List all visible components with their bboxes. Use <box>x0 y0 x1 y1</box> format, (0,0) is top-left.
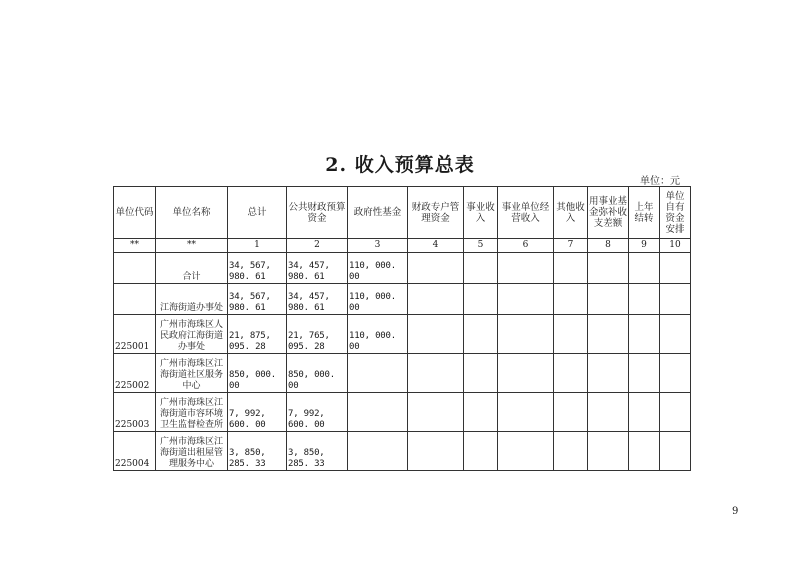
index-cell: 4 <box>408 239 464 253</box>
col-header: 总计 <box>228 187 287 239</box>
index-cell: 3 <box>348 239 408 253</box>
col-header: 单位代码 <box>114 187 156 239</box>
table-row <box>114 354 691 393</box>
gov-fund-cell <box>348 354 408 393</box>
unit-code-cell <box>114 253 156 284</box>
unit-code-cell: 225002 <box>114 354 156 393</box>
index-cell: 9 <box>629 239 660 253</box>
table-row <box>114 393 691 432</box>
gov-fund-cell <box>348 432 408 471</box>
col-header: 上年结转 <box>629 187 660 239</box>
unit-name-cell: 广州市海珠区江海街道市容环境卫生监督检查所 <box>156 393 228 432</box>
public-fund-cell: 21, 765, 095. 28 <box>287 315 348 354</box>
table-row <box>114 284 691 315</box>
col-header: 公共财政预算资金 <box>287 187 348 239</box>
public-fund-cell: 850, 000. 00 <box>287 354 348 393</box>
col-header: 单位自有资金安排 <box>660 187 691 239</box>
public-fund-cell: 3, 850, 285. 33 <box>287 432 348 471</box>
index-cell: 7 <box>554 239 588 253</box>
col-header: 事业收入 <box>464 187 498 239</box>
index-cell: ** <box>114 239 156 253</box>
income-budget-table <box>113 186 691 471</box>
total-cell: 34, 567, 980. 61 <box>228 284 287 315</box>
unit-code-cell: 225004 <box>114 432 156 471</box>
unit-name-cell: 广州市海珠区江海街道出租屋管理服务中心 <box>156 432 228 471</box>
col-header: 政府性基金 <box>348 187 408 239</box>
index-cell: 1 <box>228 239 287 253</box>
page-title: 2. 收入预算总表 <box>325 154 475 176</box>
total-cell: 3, 850, 285. 33 <box>228 432 287 471</box>
unit-code-cell <box>114 284 156 315</box>
index-cell: 2 <box>287 239 348 253</box>
unit-name-cell: 广州市海珠区人民政府江海街道办事处 <box>156 315 228 354</box>
index-cell: 10 <box>660 239 691 253</box>
total-cell: 34, 567, 980. 61 <box>228 253 287 284</box>
unit-name-cell: 江海街道办事处 <box>156 284 228 315</box>
index-cell: 6 <box>498 239 554 253</box>
table-row <box>114 432 691 471</box>
col-header: 财政专户管理资金 <box>408 187 464 239</box>
unit-code-cell: 225003 <box>114 393 156 432</box>
public-fund-cell: 34, 457, 980. 61 <box>287 284 348 315</box>
gov-fund-cell: 110, 000. 00 <box>348 315 408 354</box>
unit-label: 单位：元 <box>640 176 680 187</box>
index-cell: 8 <box>588 239 629 253</box>
unit-name-cell: 广州市海珠区江海街道社区服务中心 <box>156 354 228 393</box>
col-header: 其他收入 <box>554 187 588 239</box>
table-row <box>114 253 691 284</box>
table-row <box>114 315 691 354</box>
col-header: 单位名称 <box>156 187 228 239</box>
col-header: 用事业基金弥补收支差额 <box>588 187 629 239</box>
col-header: 事业单位经营收入 <box>498 187 554 239</box>
unit-code-cell: 225001 <box>114 315 156 354</box>
unit-name-cell: 合计 <box>156 253 228 284</box>
gov-fund-cell <box>348 393 408 432</box>
total-cell: 21, 875, 095. 28 <box>228 315 287 354</box>
total-cell: 7, 992, 600. 00 <box>228 393 287 432</box>
gov-fund-cell: 110, 000. 00 <box>348 284 408 315</box>
index-row <box>114 239 691 253</box>
total-cell: 850, 000. 00 <box>228 354 287 393</box>
public-fund-cell: 7, 992, 600. 00 <box>287 393 348 432</box>
public-fund-cell: 34, 457, 980. 61 <box>287 253 348 284</box>
index-cell: 5 <box>464 239 498 253</box>
index-cell: ** <box>156 239 228 253</box>
gov-fund-cell: 110, 000. 00 <box>348 253 408 284</box>
header-row <box>114 187 691 239</box>
page-number: 9 <box>732 506 739 517</box>
